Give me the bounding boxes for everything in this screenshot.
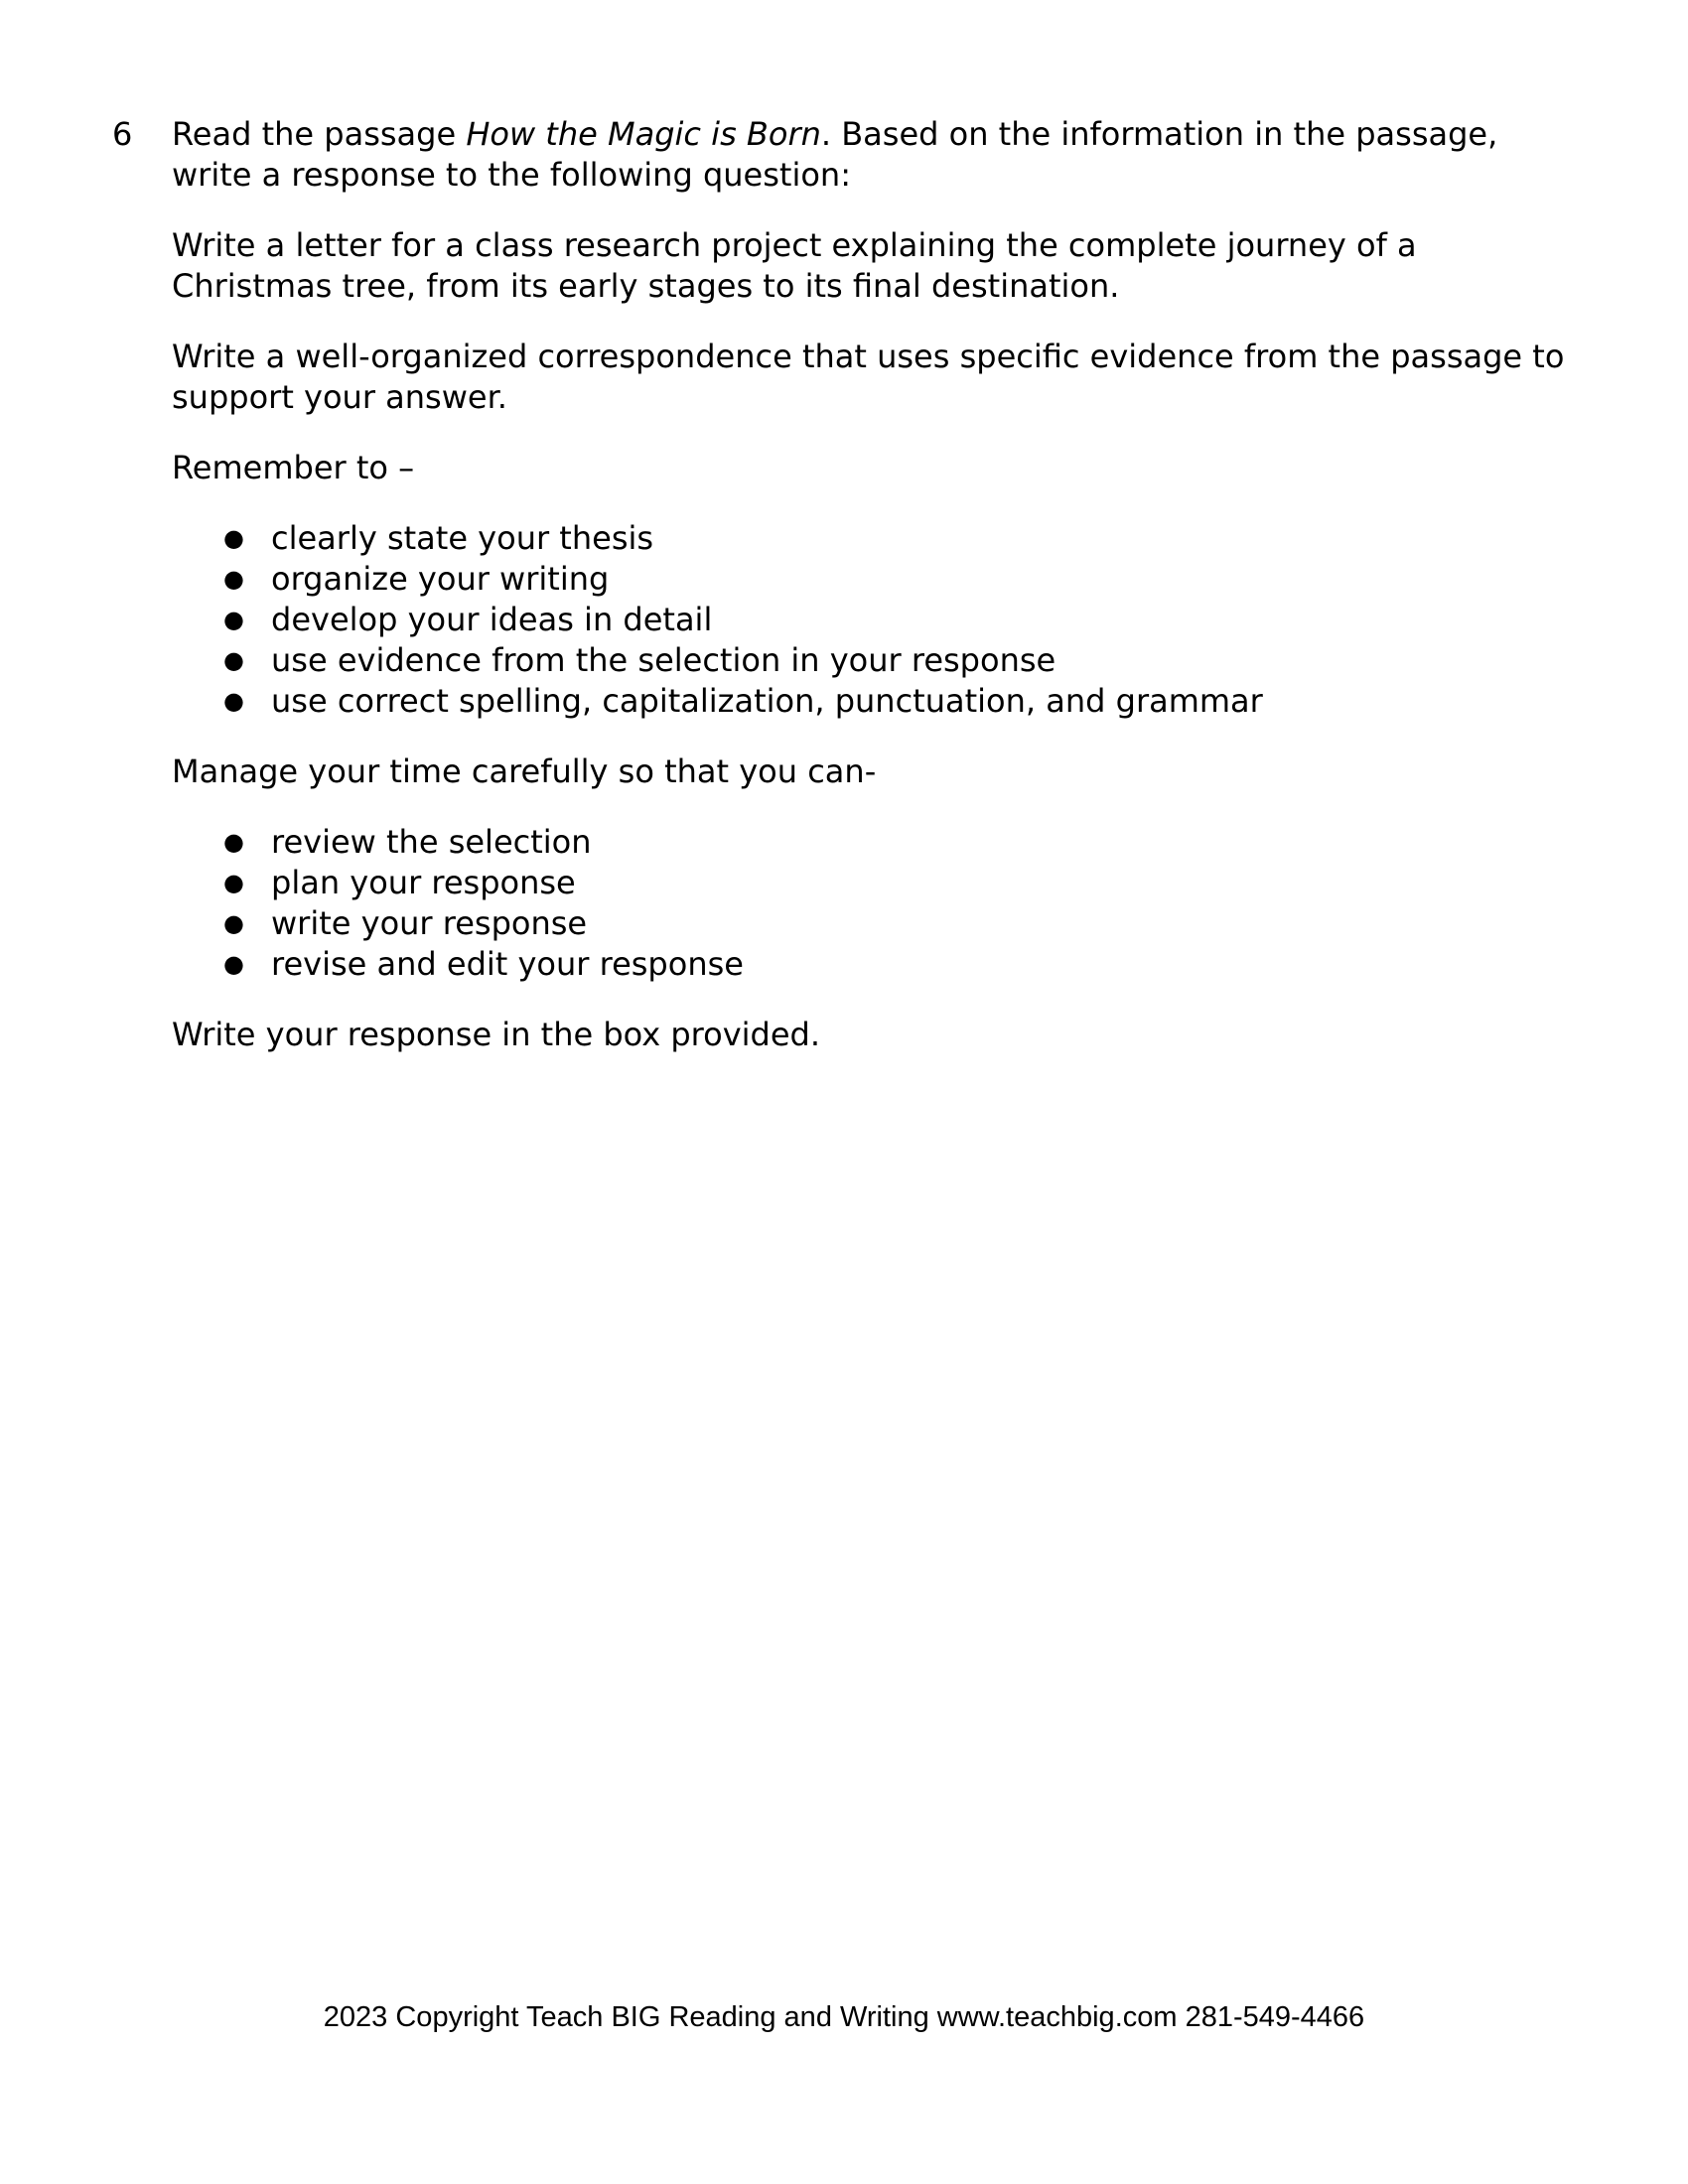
bullet-icon: ● <box>223 869 244 896</box>
list-item <box>172 822 1582 863</box>
question-instruction: Write a well-organized correspondence that uses specific evidence from the passage to support your answer. <box>172 338 1565 416</box>
list-item <box>172 903 1582 944</box>
bullet-icon: ● <box>223 950 244 978</box>
list-item <box>172 600 1582 640</box>
list-item-text: develop your ideas in detail <box>271 601 713 638</box>
bullet-icon: ● <box>223 606 244 633</box>
list-item-text: organize your writing <box>271 560 610 598</box>
intro-before-title: Read the passage <box>172 115 467 153</box>
intro-after-title: . Based on the information in the passage, write a response to the following question: <box>172 115 1498 194</box>
list-item <box>172 863 1582 903</box>
list-item <box>172 518 1582 559</box>
bullet-icon: ● <box>223 687 244 715</box>
list-item-text: use correct spelling, capitalization, punctuation, and grammar <box>271 682 1263 720</box>
question-closing: Write your response in the box provided. <box>172 1016 820 1053</box>
remember-heading: Remember to – <box>172 449 415 486</box>
list-item <box>172 944 1582 985</box>
list-item <box>172 640 1582 681</box>
question-prompt: Write a letter for a class research project explaining the complete journey of a Christmas tree, from its early stages to its final destination. <box>172 226 1417 305</box>
list-item-text: write your response <box>271 904 588 942</box>
copyright-footer: 2023 Copyright Teach BIG Reading and Writing www.teachbig.com 281-549-4466 <box>323 2001 1365 2033</box>
question-number: 6 <box>112 115 133 153</box>
manage-list <box>172 822 1582 985</box>
list-item-text: clearly state your thesis <box>271 519 654 557</box>
list-item-text: review the selection <box>271 823 592 861</box>
bullet-icon: ● <box>223 909 244 937</box>
bullet-icon: ● <box>223 646 244 674</box>
passage-title: How the Magic is Born <box>466 115 821 153</box>
list-item-text: plan your response <box>271 864 576 901</box>
remember-list <box>172 518 1582 722</box>
bullet-icon: ● <box>223 524 244 552</box>
bullet-icon: ● <box>223 565 244 593</box>
question-intro <box>172 114 1582 196</box>
list-item <box>172 559 1582 600</box>
list-item-text: revise and edit your response <box>271 945 744 983</box>
question-body <box>172 114 1582 1085</box>
bullet-icon: ● <box>223 828 244 856</box>
manage-heading: Manage your time carefully so that you can- <box>172 752 877 790</box>
list-item-text: use evidence from the selection in your response <box>271 641 1056 679</box>
list-item <box>172 681 1582 722</box>
